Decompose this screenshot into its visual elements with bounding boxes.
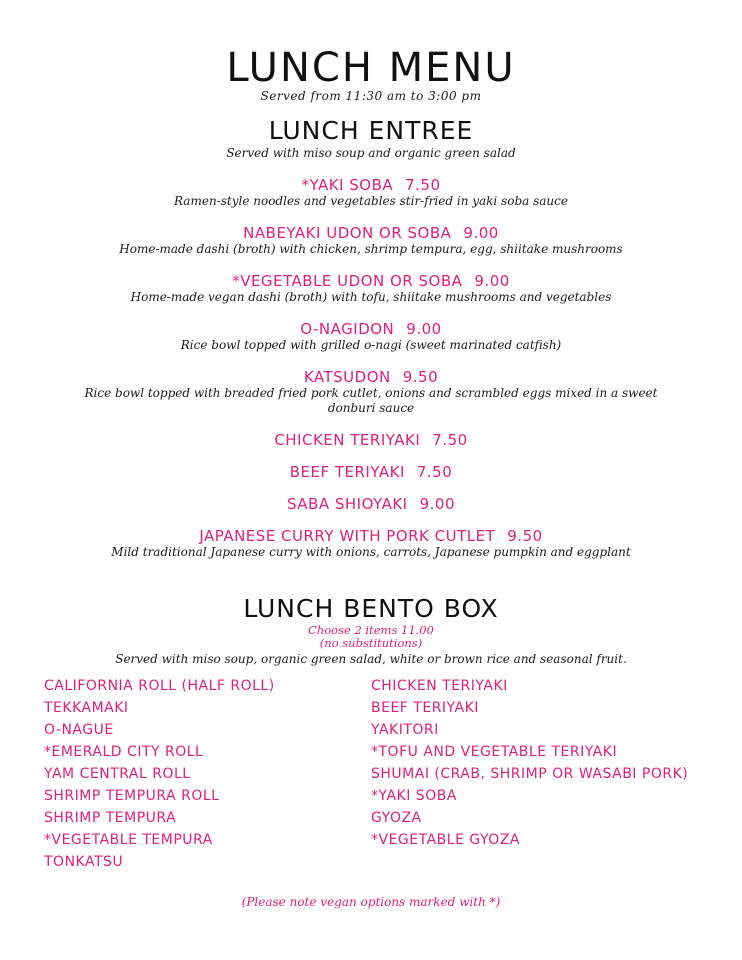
item-price: 9.50: [507, 527, 543, 545]
item-price: 9.00: [474, 272, 510, 290]
item-name: BEEF TERIYAKI: [289, 463, 405, 481]
list-item: GYOZA: [371, 810, 422, 826]
bento-choose: Choose 2 items 11.00: [308, 623, 434, 637]
page-title: LUNCH MENU: [226, 45, 516, 91]
bento-right-list: [371, 675, 688, 851]
list-item: *VEGETABLE GYOZA: [371, 832, 520, 848]
list-item: O-NAGUE: [44, 722, 114, 738]
item-name: *YAKI SOBA: [301, 176, 394, 194]
item-price: 9.00: [419, 495, 456, 513]
item-name: KATSUDON: [303, 368, 391, 386]
list-item: *VEGETABLE TEMPURA: [44, 832, 213, 848]
bento-left-list: [44, 675, 275, 873]
list-item: *TOFU AND VEGETABLE TERIYAKI: [371, 744, 618, 760]
item-name: JAPANESE CURRY WITH PORK CUTLET: [199, 527, 496, 545]
list-item: SHUMAI (CRAB, SHRIMP OR WASABI PORK): [371, 766, 689, 782]
vegan-note: (Please note vegan options marked with *): [241, 895, 501, 909]
menu-item: [60, 224, 682, 257]
item-description: Mild traditional Japanese curry with onions, carrots, Japanese pumpkin and eggplant: [111, 545, 631, 559]
menu-item: [60, 527, 682, 560]
list-item: CHICKEN TERIYAKI: [371, 678, 508, 694]
item-name: O-NAGIDON: [300, 320, 395, 338]
menu-item: [60, 431, 682, 449]
entree-title: LUNCH ENTREE: [268, 116, 474, 145]
list-item: SHRIMP TEMPURA ROLL: [44, 788, 220, 804]
entree-subtitle: Served with miso soup and organic green salad: [226, 146, 516, 160]
item-name: *VEGETABLE UDON OR SOBA: [232, 272, 463, 290]
item-description: Rice bowl topped with grilled o-nagi (sweet marinated catfish): [180, 338, 562, 352]
bento-served-with: Served with miso soup, organic green salad, white or brown rice and seasonal fruit.: [115, 652, 627, 666]
bento-section-header: [60, 594, 682, 667]
list-item: SHRIMP TEMPURA: [44, 810, 177, 826]
item-price: 7.50: [416, 463, 453, 481]
list-item: TEKKAMAKI: [44, 700, 129, 716]
bento-title: LUNCH BENTO BOX: [243, 594, 499, 623]
menu-item: [60, 463, 682, 481]
item-description: Home-made dashi (broth) with chicken, shrimp tempura, egg, shiitake mushrooms: [119, 242, 623, 256]
list-item: YAM CENTRAL ROLL: [44, 766, 191, 782]
item-description: Ramen-style noodles and vegetables stir-fried in yaki soba sauce: [174, 194, 568, 208]
list-item: CALIFORNIA ROLL (HALF ROLL): [44, 678, 275, 694]
menu-item: [60, 176, 682, 209]
menu-item: [60, 320, 682, 353]
item-price: 7.50: [405, 176, 441, 194]
item-description: Rice bowl topped with breaded fried pork cutlet, onions and scrambled eggs mixed in a sweet donburi sauce: [84, 386, 658, 415]
item-name: NABEYAKI UDON OR SOBA: [243, 224, 452, 242]
menu-item: [60, 368, 682, 416]
entree-section-header: [60, 116, 682, 161]
item-price: 9.00: [463, 224, 499, 242]
bento-no-substitutions: (no substitutions): [319, 636, 423, 650]
item-price: 9.50: [402, 368, 439, 386]
item-name: CHICKEN TERIYAKI: [274, 431, 421, 449]
list-item: *YAKI SOBA: [371, 788, 457, 804]
page-subtitle: Served from 11:30 am to 3:00 pm: [260, 89, 482, 103]
list-item: YAKITORI: [371, 722, 439, 738]
item-price: 7.50: [432, 431, 468, 449]
list-item: BEEF TERIYAKI: [371, 700, 479, 716]
item-name: SABA SHIOYAKI: [286, 495, 408, 513]
menu-item: [60, 272, 682, 305]
item-price: 9.00: [406, 320, 442, 338]
list-item: TONKATSU: [44, 854, 124, 870]
menu-item: [60, 495, 682, 513]
item-description: Home-made vegan dashi (broth) with tofu, shiitake mushrooms and vegetables: [130, 290, 612, 304]
list-item: *EMERALD CITY ROLL: [44, 744, 204, 760]
